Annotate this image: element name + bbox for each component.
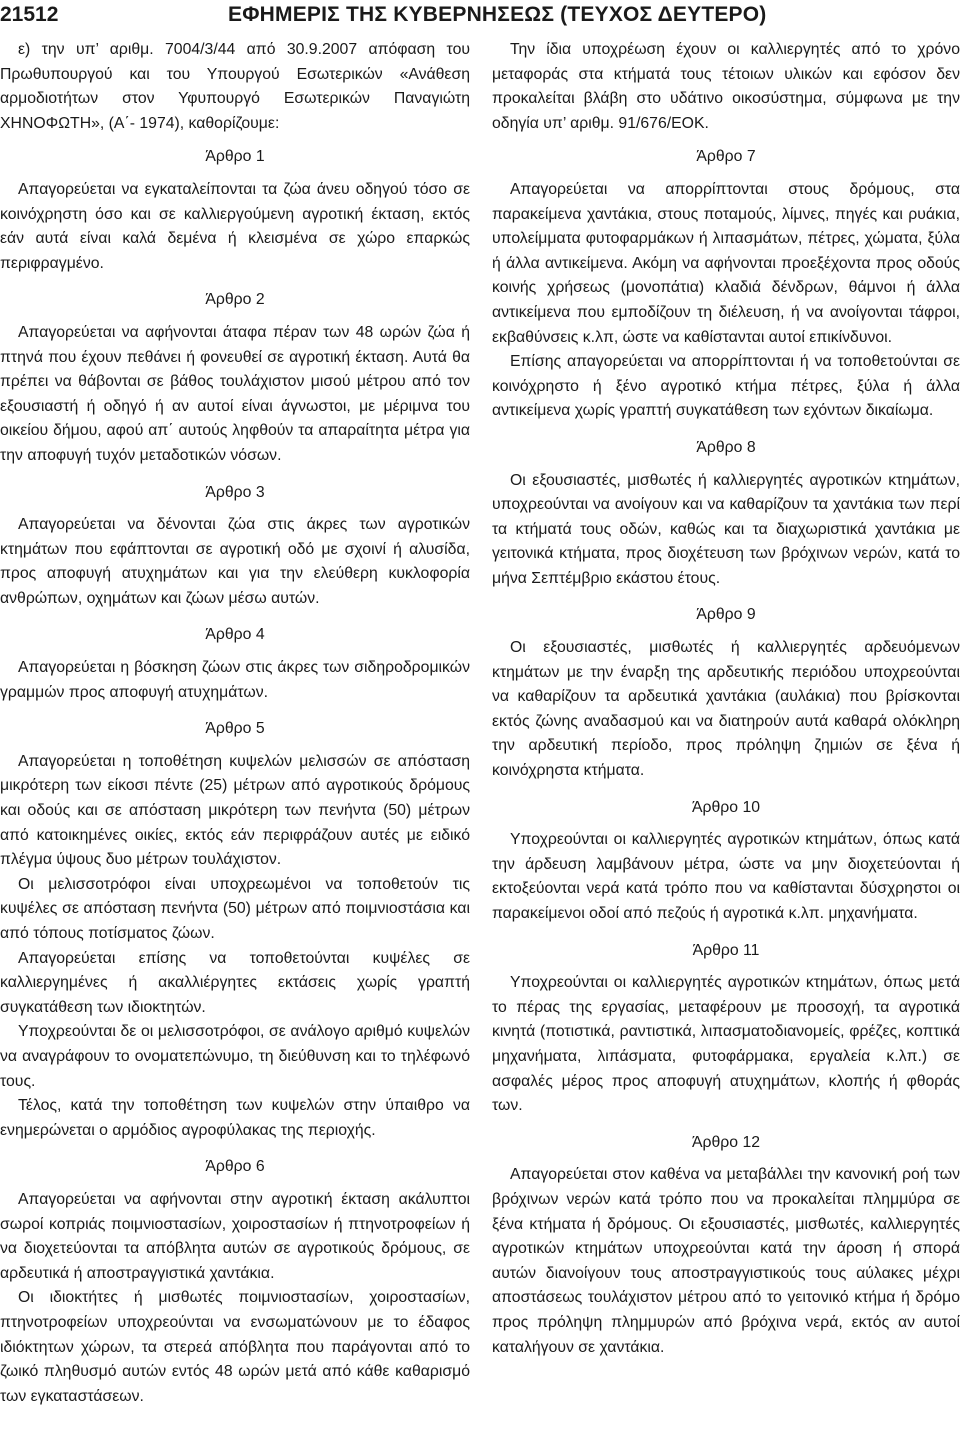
article-7-paragraph: Επίσης απαγορεύεται να απορρίπτονται ή να τοποθετούνται σε κοινόχρηστο ή ξένο αγροτικό κτήμα πέτρες, ξύλα ή άλλα αντικείμενα χωρίς γραπτή συγκατάθεση των εχόντων δικαίωμα. — [492, 353, 960, 420]
article-11-title: Άρθρο 11 — [692, 941, 760, 959]
article-4-paragraph: Απαγορεύεται η βόσκηση ζώων στις άκρες των σιδηροδρομικών γραμμών προς αποφυγή ατυχημάτων. — [0, 659, 470, 701]
right-column — [492, 38, 960, 1360]
article-5-paragraph: Τέλος, κατά την τοποθέτηση των κυψελών στην ύπαιθρο να ενημερώνεται ο αρμόδιος αγροφύλακας της περιοχής. — [0, 1097, 470, 1139]
article-12-title: Άρθρο 12 — [691, 1133, 761, 1151]
article-2-paragraph: Απαγορεύεται να αφήνονται άταφα πέραν των 48 ωρών ζώα ή πτηνά που έχουν πεθάνει ή φονευθεί σε αγροτική έκταση. Αυτά θα πρέπει να θάβονται σε βάθος τουλάχιστον μισού μέτρου από τον εξουσιαστή ή οδηγό ή αν αυτοί είναι άγνωστοι, με μέριμνα του οικείου δήμου, αφού απ΄ αυτούς ληφθούν τα απαραίτητα μέτρα για την αποφυγή τυχόν μεταδοτικών νόσων. — [0, 323, 470, 464]
article-6-title: Άρθρο 6 — [205, 1158, 265, 1176]
article-9-paragraph: Οι εξουσιαστές, μισθωτές ή καλλιεργητές αρδευόμενων κτημάτων με την έναρξη της αρδευτικής περιόδου υποχρεούνται να καθαρίζουν τα αρδευτικά χαντάκια (αυλάκια) που βρίσκονται εκτός ζώνης αναδασμού και να διατηρούν αυτά καθαρά ολόκληρη την αρδευτική περίοδο, προς πρόληψη ζημιών σε ξένα ή κοινόχρηστα κτήματα. — [492, 639, 960, 780]
left-column — [0, 38, 470, 1409]
article-2-title: Άρθρο 2 — [205, 291, 265, 309]
article-7-paragraph: Απαγορεύεται να απορρίπτονται στους δρόμους, στα παρακείμενα χαντάκια, στους ποταμούς, λίμνες, πηγές και ρυάκια, υπολείμματα φυτοφαρμάκων ή λιπασμάτων, πέτρες, χώματα, ξύλα ή άλλα αντικείμενα. Ακόμη να αφήνονται προεξέχοντα προς οδούς κοινής χρήσεως (μονοπάτια) κλαδιά δένδρων, θάμνοι ή άλλα αντικείμενα που εμποδίζουν τη διέλευση, ή να ανοίγονται τάφροι, εκβαθύνσεις κ.λπ, ώστε να καθίστανται αυτοί επικίνδυνοι. — [492, 180, 960, 346]
article-5-paragraph: Οι μελισσοτρόφοι είναι υποχρεωμένοι να τοποθετούν τις κυψέλες σε απόσταση πενήντα (50) μέτρων από ποιμνιοστάσια και από τόπους ποτίσματος ζώων. — [0, 875, 470, 942]
gazette-title: ΕΦΗΜΕΡΙΣ ΤΗΣ ΚΥΒΕΡΝΗΣΕΩΣ (ΤΕΥΧΟΣ ΔΕΥΤΕΡΟ) — [228, 3, 767, 26]
article-10-paragraph: Υποχρεούνται οι καλλιεργητές αγροτικών κτημάτων, όπως κατά την άρδευση λαμβάνουν μέτρα, ώστε να μην διοχετεύονται ή εκτοξεύονται νερά κατά τρόπο που να καθίστανται δύσχρηστοι οι παρακείμενοι οδοί από πεζούς ή αγροτικά κ.λπ. μηχανήματα. — [492, 831, 960, 922]
article-12-paragraph: Απαγορεύεται στον καθένα να μεταβάλλει την κανονική ροή των βρόχινων νερών κατά τρόπο που να προκαλείται πλημμύρα σε ξένα κτήματα ή δρόμους. Οι εξουσιαστές, μισθωτές, καλλιεργητές αγροτικών κτημάτων υποχρεούνται κατά την άροση ή σπορά αυτών διανοίγουν τους αποστραγγιστικούς τους αύλακες μέχρι αποστάσεως τουλάχιστον μέτρου από το γειτονικό κτήμα ή δρόμο προς πρόληψη πλημμυρών από βρόχινα νερά, εκτός αν αυτοί καταλήγουν σε χαντάκια. — [492, 1166, 960, 1356]
article-4-title: Άρθρο 4 — [205, 626, 265, 644]
article-1-paragraph: Απαγορεύεται να εγκαταλείπονται τα ζώα άνευ οδηγού τόσο σε κοινόχρηστη όσο και σε καλλιεργούμενη αγροτική έκταση, εκτός εάν αυτά είναι καλά δεμένα ή κλεισμένα σε χώρο επαρκώς περιφραγμένο. — [0, 180, 470, 272]
article-6-paragraph: Απαγορεύεται να αφήνονται στην αγροτική έκταση ακάλυπτοι σωροί κοπριάς ποιμνιοστασίων, χοιροστασίων ή πτηνοτροφείων ή να διοχετεύονται τα απόβλητα αυτών σε αγροτικούς δρόμους, σε αρδευτικά ή αποστραγγιστικά χαντάκια. — [0, 1190, 470, 1282]
article-8-title: Άρθρο 8 — [696, 438, 756, 456]
article-9-title: Άρθρο 9 — [696, 606, 756, 624]
article-5-title: Άρθρο 5 — [205, 720, 265, 738]
article-6-paragraph: Οι ιδιοκτήτες ή μισθωτές ποιμνιοστασίων, χοιροστασίων, πτηνοτροφείων υποχρεούνται να ενσωματώνουν με το έδαφος ιδιόκτητων χώρων, τα στερεά απόβλητα που παράγονται από το ζωικό πληθυσμό αυτών εντός 48 ωρών μετά από κάθε καθαρισμό των εγκαταστάσεων. — [0, 1289, 470, 1405]
article-5-paragraph: Απαγορεύεται η τοποθέτηση κυψελών μελισσών σε απόσταση μικρότερη των είκοσι πέντε (25) μέτρων από αγροτικούς δρόμους και οδούς και σε απόσταση μικρότερη των πενήντα (50) μέτρων από κατοικημένες οικίες, εκτός εάν περιφράζουν αυτές με ειδικό πλέγμα ύψους δυο μέτρων τουλάχιστον. — [0, 752, 470, 869]
article-5-paragraph: Απαγορεύεται επίσης να τοποθετούνται κυψέλες σε καλλιεργημένες ή ακαλλιέργητες εκτάσεις χωρίς γραπτή συγκατάθεση των ιδιοκτητών. — [0, 949, 470, 1016]
article-3-paragraph: Απαγορεύεται να δένονται ζώα στις άκρες των αγροτικών κτημάτων που εφάπτονται σε αγροτική οδό με σχοινί ή αλυσίδα, προς αποφυγή ατυχημάτων και για την ελεύθερη κυκλοφορία ανθρώπων, οχημάτων και ζώων μέσω αυτών. — [0, 516, 470, 607]
article-3-title: Άρθρο 3 — [205, 483, 265, 501]
article-10-title: Άρθρο 10 — [691, 798, 761, 816]
article-5-paragraph: Υποχρεούνται δε οι μελισσοτρόφοι, σε ανάλογο αριθμό κυψελών να αναγράφουν το ονοματεπώνυμο, τη διεύθυνση και το τηλέφωνό τους. — [0, 1023, 470, 1090]
intro-paragraph: ε) την υπ’ αριθμ. 7004/3/44 από 30.9.2007 απόφαση του Πρωθυπουργού και του Υπουργού Εσωτερικών «Ανάθεση αρμοδιοτήτων στον Υφυπουργό Εσωτερικών Παναγιώτη ΧΗΝΟΦΩΤΗ», (Α΄- 1974), καθορίζουμε: — [0, 41, 470, 132]
article-8-paragraph: Οι εξουσιαστές, μισθωτές ή καλλιεργητές αγροτικών κτημάτων, υποχρεούνται να ανοίγουν και να καθαρίζουν τα χαντάκια των περί τα κτήματά τους οδών, καθώς και τα διαχωριστικά χαντάκια με γειτονικά κτήματα, προς διοχέτευση των βρόχινων νερών, κατά το μήνα Σεπτέμβριο εκάστου έτους. — [492, 471, 960, 587]
page-number: 21512 — [0, 3, 59, 26]
article-1-title: Άρθρο 1 — [205, 148, 265, 166]
continued-paragraph: Την ίδια υποχρέωση έχουν οι καλλιεργητές από το χρόνο μεταφοράς στα κτήματά τους τέτοιων υλικών και εφόσον δεν προκαλείται βλάβη στο υδάτινο οικοσύστημα, σύμφωνα με την οδηγία υπ’ αριθμ. 91/676/ΕΟΚ. — [492, 41, 960, 132]
page-header — [0, 0, 960, 30]
article-11-paragraph: Υποχρεούνται οι καλλιεργητές αγροτικών κτημάτων, όπως μετά το πέρας της εργασίας, μεταφέρουν με προσοχή, τα αγροτικά κινητά (ποτιστικά, ραντιστικά, λιπασματοδιανομείς, φρέζες, κοπτικά μηχανήματα, λιπάσματα, φυτοφάρμακα, εργαλεία κ.λπ.) σε ασφαλές μέρος προς αποφυγή ατυχημάτων, κλοπής ή φθοράς των. — [492, 974, 960, 1115]
article-7-title: Άρθρο 7 — [696, 148, 756, 166]
